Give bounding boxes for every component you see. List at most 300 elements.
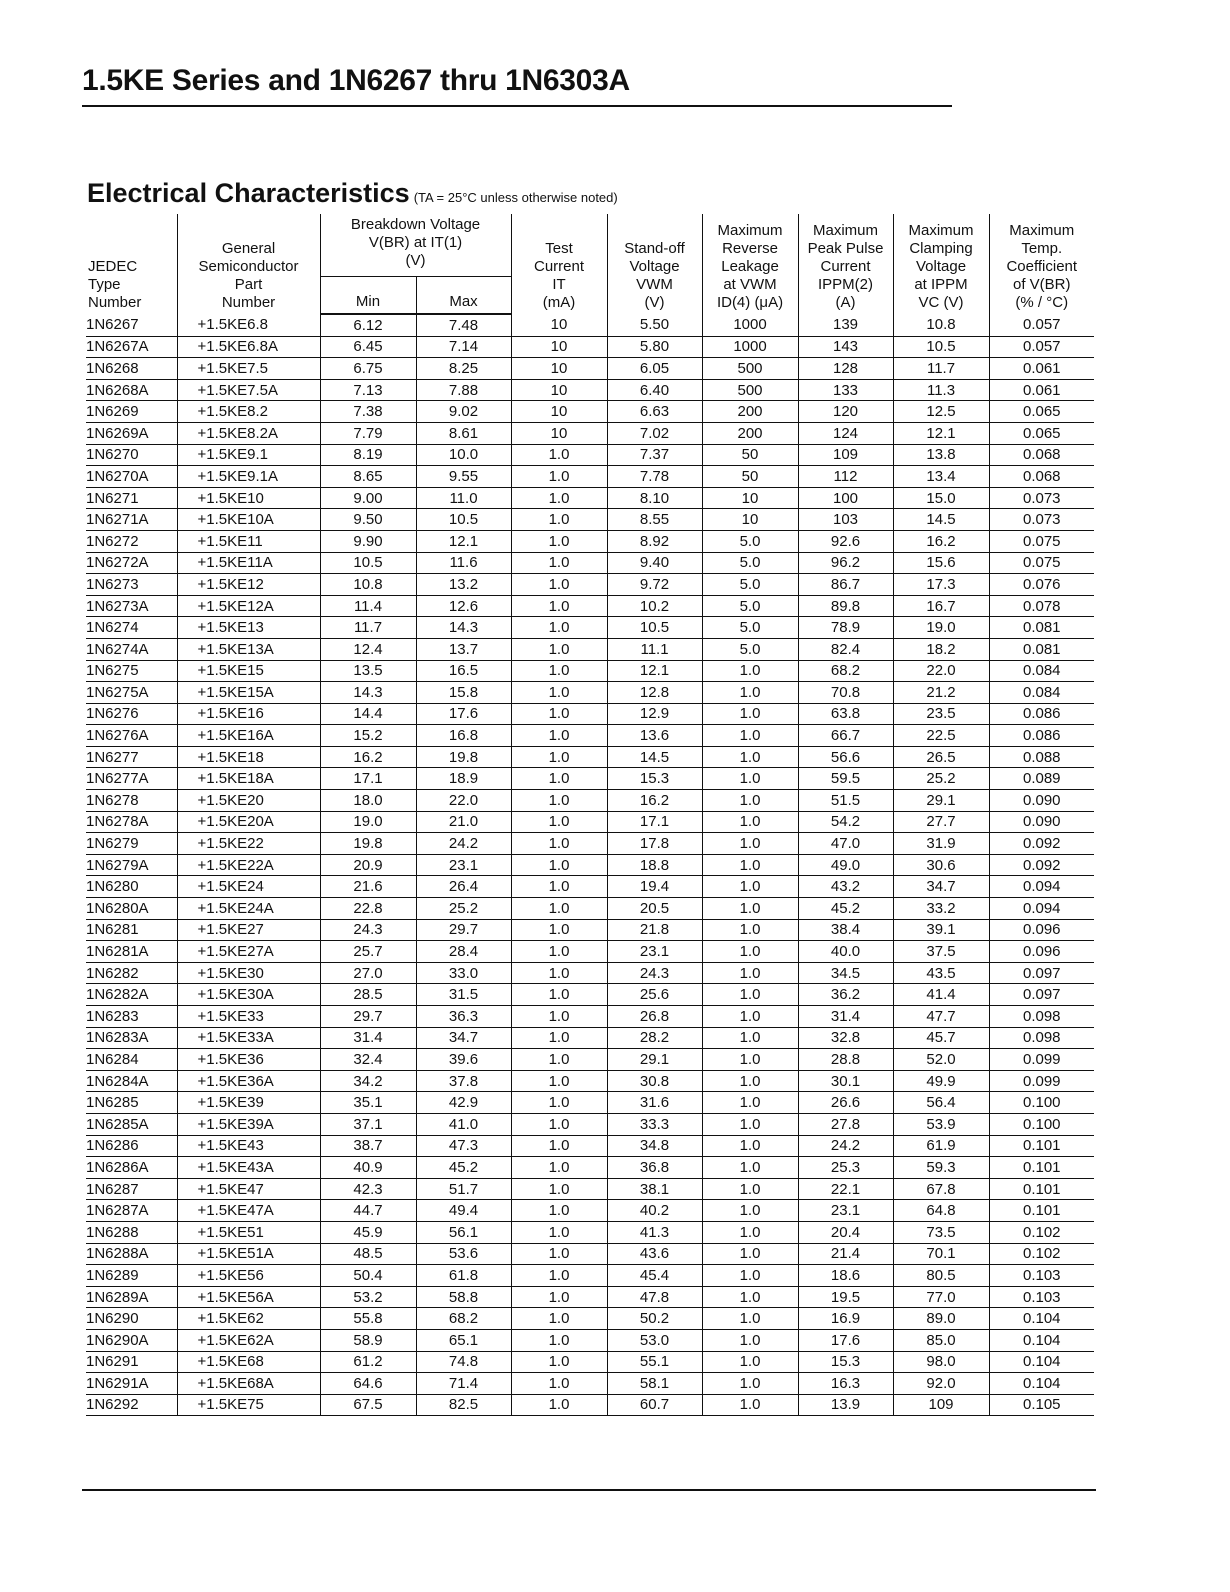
cell-breakdown-max: 23.1	[416, 854, 511, 876]
table-row	[86, 401, 1094, 423]
cell-temp-coefficient: 0.084	[989, 682, 1094, 704]
cell-standoff-voltage: 24.3	[607, 962, 702, 984]
cell-standoff-voltage: 16.2	[607, 790, 702, 812]
cell-standoff-voltage: 7.37	[607, 444, 702, 466]
cell-breakdown-min: 6.12	[320, 314, 416, 336]
cell-test-current: 1.0	[511, 574, 607, 596]
cell-temp-coefficient: 0.076	[989, 574, 1094, 596]
cell-breakdown-max: 11.6	[416, 552, 511, 574]
footer-rule	[82, 1489, 1096, 1491]
cell-clamping-voltage: 67.8	[893, 1178, 989, 1200]
cell-breakdown-max: 13.7	[416, 638, 511, 660]
cell-test-current: 1.0	[511, 768, 607, 790]
cell-peak-pulse-current: 54.2	[798, 811, 893, 833]
page-title: 1.5KE Series and 1N6267 thru 1N6303A	[82, 64, 630, 97]
cell-clamping-voltage: 47.7	[893, 1006, 989, 1028]
cell-temp-coefficient: 0.099	[989, 1070, 1094, 1092]
cell-test-current: 1.0	[511, 1243, 607, 1265]
cell-test-current: 1.0	[511, 1373, 607, 1395]
cell-clamping-voltage: 15.0	[893, 487, 989, 509]
cell-peak-pulse-current: 139	[798, 314, 893, 336]
cell-test-current: 1.0	[511, 660, 607, 682]
cell-breakdown-min: 50.4	[320, 1265, 416, 1287]
cell-temp-coefficient: 0.098	[989, 1006, 1094, 1028]
cell-test-current: 1.0	[511, 1286, 607, 1308]
cell-test-current: 1.0	[511, 1070, 607, 1092]
cell-test-current: 1.0	[511, 984, 607, 1006]
cell-clamping-voltage: 109	[893, 1394, 989, 1416]
cell-breakdown-min: 17.1	[320, 768, 416, 790]
cell-jedec-type: 1N6282	[86, 962, 177, 984]
cell-breakdown-min: 42.3	[320, 1178, 416, 1200]
cell-temp-coefficient: 0.102	[989, 1243, 1094, 1265]
cell-standoff-voltage: 60.7	[607, 1394, 702, 1416]
cell-breakdown-max: 33.0	[416, 962, 511, 984]
cell-clamping-voltage: 49.9	[893, 1070, 989, 1092]
cell-jedec-type: 1N6272	[86, 530, 177, 552]
cell-temp-coefficient: 0.092	[989, 833, 1094, 855]
cell-breakdown-max: 34.7	[416, 1027, 511, 1049]
cell-test-current: 1.0	[511, 595, 607, 617]
cell-peak-pulse-current: 133	[798, 379, 893, 401]
cell-temp-coefficient: 0.065	[989, 401, 1094, 423]
cell-peak-pulse-current: 109	[798, 444, 893, 466]
cell-temp-coefficient: 0.084	[989, 660, 1094, 682]
cell-standoff-voltage: 8.55	[607, 509, 702, 531]
cell-clamping-voltage: 22.5	[893, 725, 989, 747]
cell-clamping-voltage: 34.7	[893, 876, 989, 898]
cell-test-current: 1.0	[511, 1049, 607, 1071]
cell-temp-coefficient: 0.086	[989, 703, 1094, 725]
table-row	[86, 746, 1094, 768]
table-row	[86, 768, 1094, 790]
cell-jedec-type: 1N6290	[86, 1308, 177, 1330]
cell-standoff-voltage: 7.02	[607, 422, 702, 444]
cell-standoff-voltage: 14.5	[607, 746, 702, 768]
cell-standoff-voltage: 8.10	[607, 487, 702, 509]
cell-breakdown-min: 53.2	[320, 1286, 416, 1308]
cell-peak-pulse-current: 96.2	[798, 552, 893, 574]
title-rule	[82, 105, 952, 107]
cell-peak-pulse-current: 17.6	[798, 1329, 893, 1351]
cell-breakdown-min: 34.2	[320, 1070, 416, 1092]
cell-temp-coefficient: 0.097	[989, 984, 1094, 1006]
cell-breakdown-max: 8.61	[416, 422, 511, 444]
cell-general-part: +1.5KE9.1	[177, 444, 320, 466]
cell-standoff-voltage: 45.4	[607, 1265, 702, 1287]
cell-breakdown-min: 12.4	[320, 638, 416, 660]
cell-general-part: +1.5KE22	[177, 833, 320, 855]
cell-peak-pulse-current: 15.3	[798, 1351, 893, 1373]
cell-reverse-leakage: 1.0	[702, 1027, 798, 1049]
cell-reverse-leakage: 1.0	[702, 876, 798, 898]
cell-breakdown-min: 6.45	[320, 336, 416, 358]
cell-clamping-voltage: 80.5	[893, 1265, 989, 1287]
table-row	[86, 1373, 1094, 1395]
cell-test-current: 1.0	[511, 1027, 607, 1049]
cell-jedec-type: 1N6275	[86, 660, 177, 682]
cell-peak-pulse-current: 78.9	[798, 617, 893, 639]
cell-peak-pulse-current: 86.7	[798, 574, 893, 596]
cell-jedec-type: 1N6280	[86, 876, 177, 898]
cell-general-part: +1.5KE39	[177, 1092, 320, 1114]
cell-jedec-type: 1N6274A	[86, 638, 177, 660]
cell-standoff-voltage: 43.6	[607, 1243, 702, 1265]
cell-clamping-voltage: 13.8	[893, 444, 989, 466]
table-row	[86, 487, 1094, 509]
cell-jedec-type: 1N6273	[86, 574, 177, 596]
cell-clamping-voltage: 61.9	[893, 1135, 989, 1157]
cell-jedec-type: 1N6284A	[86, 1070, 177, 1092]
cell-breakdown-min: 45.9	[320, 1221, 416, 1243]
cell-breakdown-max: 49.4	[416, 1200, 511, 1222]
section-title: Electrical Characteristics	[87, 178, 410, 208]
cell-test-current: 1.0	[511, 898, 607, 920]
header-jedec: JEDEC Type Number	[88, 258, 142, 311]
cell-reverse-leakage: 5.0	[702, 595, 798, 617]
cell-reverse-leakage: 1.0	[702, 660, 798, 682]
cell-jedec-type: 1N6277	[86, 746, 177, 768]
cell-breakdown-min: 27.0	[320, 962, 416, 984]
cell-peak-pulse-current: 63.8	[798, 703, 893, 725]
cell-clamping-voltage: 39.1	[893, 919, 989, 941]
cell-clamping-voltage: 77.0	[893, 1286, 989, 1308]
cell-peak-pulse-current: 38.4	[798, 919, 893, 941]
cell-reverse-leakage: 1.0	[702, 984, 798, 1006]
cell-breakdown-max: 31.5	[416, 984, 511, 1006]
cell-clamping-voltage: 30.6	[893, 854, 989, 876]
cell-breakdown-min: 19.0	[320, 811, 416, 833]
cell-peak-pulse-current: 100	[798, 487, 893, 509]
cell-temp-coefficient: 0.073	[989, 509, 1094, 531]
cell-general-part: +1.5KE10A	[177, 509, 320, 531]
cell-breakdown-max: 19.8	[416, 746, 511, 768]
cell-breakdown-min: 9.00	[320, 487, 416, 509]
cell-temp-coefficient: 0.078	[989, 595, 1094, 617]
cell-peak-pulse-current: 23.1	[798, 1200, 893, 1222]
cell-jedec-type: 1N6270A	[86, 466, 177, 488]
cell-peak-pulse-current: 24.2	[798, 1135, 893, 1157]
table-row	[86, 790, 1094, 812]
cell-reverse-leakage: 1.0	[702, 919, 798, 941]
cell-standoff-voltage: 50.2	[607, 1308, 702, 1330]
cell-temp-coefficient: 0.081	[989, 638, 1094, 660]
cell-general-part: +1.5KE7.5	[177, 358, 320, 380]
cell-general-part: +1.5KE33A	[177, 1027, 320, 1049]
cell-temp-coefficient: 0.104	[989, 1329, 1094, 1351]
cell-breakdown-max: 18.9	[416, 768, 511, 790]
cell-test-current: 1.0	[511, 1200, 607, 1222]
header-clamping-voltage: Maximum Clamping Voltage at IPPM VC (V)	[893, 214, 989, 314]
cell-breakdown-min: 7.79	[320, 422, 416, 444]
cell-general-part: +1.5KE22A	[177, 854, 320, 876]
table-row	[86, 1265, 1094, 1287]
cell-breakdown-min: 14.3	[320, 682, 416, 704]
cell-general-part: +1.5KE13A	[177, 638, 320, 660]
cell-reverse-leakage: 1.0	[702, 1308, 798, 1330]
table-row	[86, 617, 1094, 639]
cell-peak-pulse-current: 34.5	[798, 962, 893, 984]
table-row	[86, 358, 1094, 380]
cell-clamping-voltage: 56.4	[893, 1092, 989, 1114]
cell-breakdown-min: 13.5	[320, 660, 416, 682]
cell-standoff-voltage: 5.50	[607, 314, 702, 336]
cell-breakdown-max: 68.2	[416, 1308, 511, 1330]
cell-breakdown-min: 15.2	[320, 725, 416, 747]
cell-temp-coefficient: 0.101	[989, 1200, 1094, 1222]
cell-jedec-type: 1N6271A	[86, 509, 177, 531]
cell-breakdown-min: 40.9	[320, 1157, 416, 1179]
cell-test-current: 1.0	[511, 1394, 607, 1416]
cell-clamping-voltage: 85.0	[893, 1329, 989, 1351]
cell-breakdown-max: 9.55	[416, 466, 511, 488]
cell-breakdown-max: 74.8	[416, 1351, 511, 1373]
cell-breakdown-min: 48.5	[320, 1243, 416, 1265]
table-row	[86, 638, 1094, 660]
table-row	[86, 1243, 1094, 1265]
cell-clamping-voltage: 33.2	[893, 898, 989, 920]
table-row	[86, 833, 1094, 855]
cell-breakdown-min: 19.8	[320, 833, 416, 855]
cell-breakdown-min: 58.9	[320, 1329, 416, 1351]
cell-test-current: 1.0	[511, 1308, 607, 1330]
cell-peak-pulse-current: 112	[798, 466, 893, 488]
cell-jedec-type: 1N6286	[86, 1135, 177, 1157]
table-row	[86, 595, 1094, 617]
header-general-part: General Semiconductor Part Number	[177, 214, 320, 314]
cell-clamping-voltage: 31.9	[893, 833, 989, 855]
cell-test-current: 1.0	[511, 466, 607, 488]
cell-jedec-type: 1N6269A	[86, 422, 177, 444]
cell-standoff-voltage: 6.63	[607, 401, 702, 423]
cell-test-current: 1.0	[511, 1265, 607, 1287]
table-row	[86, 444, 1094, 466]
table-row	[86, 962, 1094, 984]
cell-general-part: +1.5KE47	[177, 1178, 320, 1200]
cell-reverse-leakage: 1000	[702, 314, 798, 336]
table-row	[86, 574, 1094, 596]
cell-temp-coefficient: 0.101	[989, 1178, 1094, 1200]
cell-general-part: +1.5KE56A	[177, 1286, 320, 1308]
cell-reverse-leakage: 1.0	[702, 1049, 798, 1071]
section-heading	[87, 178, 618, 209]
cell-breakdown-min: 9.50	[320, 509, 416, 531]
cell-standoff-voltage: 5.80	[607, 336, 702, 358]
cell-peak-pulse-current: 26.6	[798, 1092, 893, 1114]
cell-general-part: +1.5KE56	[177, 1265, 320, 1287]
cell-general-part: +1.5KE30	[177, 962, 320, 984]
cell-breakdown-min: 38.7	[320, 1135, 416, 1157]
table-row	[86, 1135, 1094, 1157]
cell-breakdown-max: 47.3	[416, 1135, 511, 1157]
cell-clamping-voltage: 37.5	[893, 941, 989, 963]
cell-general-part: +1.5KE24A	[177, 898, 320, 920]
cell-breakdown-min: 67.5	[320, 1394, 416, 1416]
cell-peak-pulse-current: 66.7	[798, 725, 893, 747]
cell-reverse-leakage: 1.0	[702, 725, 798, 747]
cell-standoff-voltage: 33.3	[607, 1113, 702, 1135]
cell-clamping-voltage: 45.7	[893, 1027, 989, 1049]
cell-breakdown-max: 65.1	[416, 1329, 511, 1351]
cell-breakdown-max: 13.2	[416, 574, 511, 596]
table-row	[86, 876, 1094, 898]
cell-breakdown-max: 14.3	[416, 617, 511, 639]
cell-test-current: 1.0	[511, 833, 607, 855]
cell-standoff-voltage: 12.8	[607, 682, 702, 704]
cell-standoff-voltage: 41.3	[607, 1221, 702, 1243]
cell-jedec-type: 1N6288	[86, 1221, 177, 1243]
cell-breakdown-max: 22.0	[416, 790, 511, 812]
cell-clamping-voltage: 17.3	[893, 574, 989, 596]
cell-temp-coefficient: 0.097	[989, 962, 1094, 984]
cell-reverse-leakage: 5.0	[702, 530, 798, 552]
cell-peak-pulse-current: 22.1	[798, 1178, 893, 1200]
cell-jedec-type: 1N6284	[86, 1049, 177, 1071]
cell-peak-pulse-current: 20.4	[798, 1221, 893, 1243]
cell-test-current: 1.0	[511, 1092, 607, 1114]
cell-breakdown-min: 20.9	[320, 854, 416, 876]
header-peak-pulse-current: Maximum Peak Pulse Current IPPM(2) (A)	[798, 214, 893, 314]
cell-temp-coefficient: 0.089	[989, 768, 1094, 790]
cell-clamping-voltage: 21.2	[893, 682, 989, 704]
cell-standoff-voltage: 15.3	[607, 768, 702, 790]
cell-standoff-voltage: 12.1	[607, 660, 702, 682]
cell-standoff-voltage: 12.9	[607, 703, 702, 725]
cell-peak-pulse-current: 36.2	[798, 984, 893, 1006]
cell-jedec-type: 1N6292	[86, 1394, 177, 1416]
table-row	[86, 1394, 1094, 1416]
cell-peak-pulse-current: 30.1	[798, 1070, 893, 1092]
cell-jedec-type: 1N6267A	[86, 336, 177, 358]
cell-temp-coefficient: 0.065	[989, 422, 1094, 444]
table-row	[86, 1329, 1094, 1351]
cell-reverse-leakage: 200	[702, 422, 798, 444]
cell-standoff-voltage: 34.8	[607, 1135, 702, 1157]
cell-breakdown-max: 28.4	[416, 941, 511, 963]
cell-breakdown-min: 64.6	[320, 1373, 416, 1395]
cell-breakdown-min: 35.1	[320, 1092, 416, 1114]
header-reverse-leakage: Maximum Reverse Leakage at VWM ID(4) (μA)	[702, 214, 798, 314]
cell-test-current: 1.0	[511, 725, 607, 747]
cell-test-current: 10	[511, 401, 607, 423]
cell-clamping-voltage: 25.2	[893, 768, 989, 790]
cell-reverse-leakage: 1.0	[702, 1221, 798, 1243]
cell-standoff-voltage: 13.6	[607, 725, 702, 747]
cell-reverse-leakage: 1.0	[702, 1157, 798, 1179]
cell-clamping-voltage: 64.8	[893, 1200, 989, 1222]
cell-peak-pulse-current: 89.8	[798, 595, 893, 617]
table-row	[86, 314, 1094, 336]
cell-general-part: +1.5KE62A	[177, 1329, 320, 1351]
cell-breakdown-min: 10.5	[320, 552, 416, 574]
cell-temp-coefficient: 0.086	[989, 725, 1094, 747]
cell-general-part: +1.5KE6.8A	[177, 336, 320, 358]
cell-clamping-voltage: 16.2	[893, 530, 989, 552]
cell-clamping-voltage: 18.2	[893, 638, 989, 660]
cell-temp-coefficient: 0.068	[989, 444, 1094, 466]
cell-peak-pulse-current: 27.8	[798, 1113, 893, 1135]
cell-peak-pulse-current: 28.8	[798, 1049, 893, 1071]
cell-breakdown-max: 12.6	[416, 595, 511, 617]
cell-reverse-leakage: 1.0	[702, 898, 798, 920]
cell-general-part: +1.5KE36A	[177, 1070, 320, 1092]
cell-reverse-leakage: 1.0	[702, 768, 798, 790]
cell-reverse-leakage: 1.0	[702, 1286, 798, 1308]
cell-jedec-type: 1N6278	[86, 790, 177, 812]
cell-reverse-leakage: 1.0	[702, 1265, 798, 1287]
header-breakdown-voltage: Breakdown Voltage V(BR) at IT(1) (V)	[320, 214, 511, 277]
cell-clamping-voltage: 10.8	[893, 314, 989, 336]
cell-jedec-type: 1N6271	[86, 487, 177, 509]
cell-breakdown-max: 82.5	[416, 1394, 511, 1416]
cell-general-part: +1.5KE8.2	[177, 401, 320, 423]
cell-temp-coefficient: 0.073	[989, 487, 1094, 509]
cell-general-part: +1.5KE75	[177, 1394, 320, 1416]
cell-reverse-leakage: 50	[702, 444, 798, 466]
cell-jedec-type: 1N6285A	[86, 1113, 177, 1135]
cell-breakdown-max: 58.8	[416, 1286, 511, 1308]
cell-breakdown-max: 17.6	[416, 703, 511, 725]
cell-general-part: +1.5KE9.1A	[177, 466, 320, 488]
cell-jedec-type: 1N6279	[86, 833, 177, 855]
header-test-current: Test Current IT (mA)	[511, 214, 607, 314]
cell-general-part: +1.5KE68	[177, 1351, 320, 1373]
cell-jedec-type: 1N6268	[86, 358, 177, 380]
table-row	[86, 336, 1094, 358]
cell-test-current: 10	[511, 422, 607, 444]
cell-reverse-leakage: 5.0	[702, 638, 798, 660]
cell-temp-coefficient: 0.100	[989, 1113, 1094, 1135]
electrical-characteristics-table	[86, 214, 1094, 1416]
header-temp-coefficient: Maximum Temp. Coefficient of V(BR) (% / °C)	[989, 214, 1094, 314]
cell-clamping-voltage: 43.5	[893, 962, 989, 984]
cell-standoff-voltage: 28.2	[607, 1027, 702, 1049]
cell-breakdown-max: 10.5	[416, 509, 511, 531]
cell-peak-pulse-current: 16.9	[798, 1308, 893, 1330]
cell-standoff-voltage: 55.1	[607, 1351, 702, 1373]
cell-jedec-type: 1N6282A	[86, 984, 177, 1006]
cell-breakdown-min: 16.2	[320, 746, 416, 768]
cell-general-part: +1.5KE18A	[177, 768, 320, 790]
cell-breakdown-max: 8.25	[416, 358, 511, 380]
cell-breakdown-max: 16.8	[416, 725, 511, 747]
cell-breakdown-min: 61.2	[320, 1351, 416, 1373]
cell-peak-pulse-current: 18.6	[798, 1265, 893, 1287]
cell-reverse-leakage: 10	[702, 509, 798, 531]
cell-general-part: +1.5KE11	[177, 530, 320, 552]
cell-clamping-voltage: 53.9	[893, 1113, 989, 1135]
cell-breakdown-min: 22.8	[320, 898, 416, 920]
cell-jedec-type: 1N6283A	[86, 1027, 177, 1049]
cell-temp-coefficient: 0.090	[989, 790, 1094, 812]
cell-jedec-type: 1N6278A	[86, 811, 177, 833]
cell-reverse-leakage: 1.0	[702, 962, 798, 984]
cell-test-current: 1.0	[511, 1178, 607, 1200]
cell-test-current: 1.0	[511, 509, 607, 531]
cell-reverse-leakage: 1.0	[702, 941, 798, 963]
cell-reverse-leakage: 1.0	[702, 746, 798, 768]
cell-clamping-voltage: 29.1	[893, 790, 989, 812]
table-row	[86, 379, 1094, 401]
cell-peak-pulse-current: 32.8	[798, 1027, 893, 1049]
cell-breakdown-min: 11.4	[320, 595, 416, 617]
cell-jedec-type: 1N6288A	[86, 1243, 177, 1265]
table-row	[86, 703, 1094, 725]
cell-temp-coefficient: 0.094	[989, 876, 1094, 898]
cell-breakdown-max: 10.0	[416, 444, 511, 466]
cell-standoff-voltage: 58.1	[607, 1373, 702, 1395]
cell-clamping-voltage: 12.1	[893, 422, 989, 444]
